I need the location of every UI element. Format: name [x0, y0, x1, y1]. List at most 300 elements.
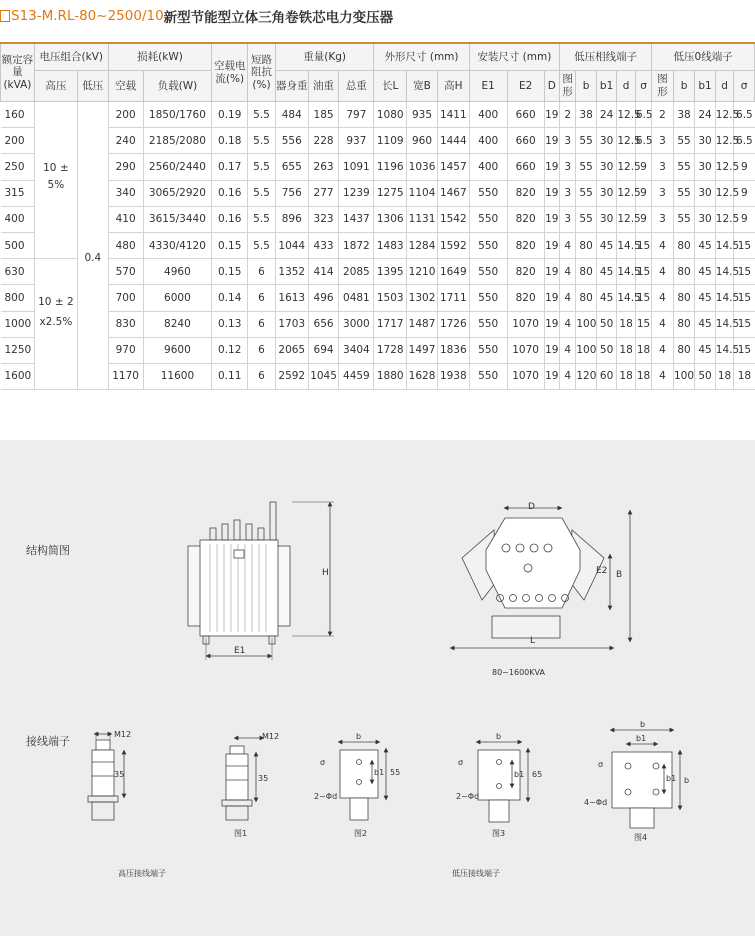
table-cell: 15: [734, 337, 755, 363]
table-cell: 433: [308, 232, 339, 258]
table-cell: 19: [544, 285, 559, 311]
header-load: 负载(W): [143, 71, 212, 102]
table-cell: 4960: [143, 259, 212, 285]
header-noload-current: 空载电流(%): [212, 43, 248, 102]
table-cell: 9: [734, 154, 755, 180]
fig3-hole-label: 2~Φd: [456, 792, 480, 801]
header-length: 长L: [374, 71, 407, 102]
table-cell: 0.13: [212, 311, 248, 337]
table-cell: 18: [715, 363, 733, 389]
header-impedance: 短路阻抗(%): [248, 43, 276, 102]
table-cell: 1467: [437, 180, 469, 206]
table-cell: 12.5: [617, 102, 635, 128]
table-cell: 6000: [143, 285, 212, 311]
table-cell: 550: [469, 337, 507, 363]
table-row: [1, 363, 755, 389]
table-cell: 30: [695, 180, 716, 206]
table-cell: 50: [695, 363, 716, 389]
table-cell: 4459: [339, 363, 374, 389]
table-cell: 24: [695, 102, 716, 128]
table-cell: 1000: [1, 311, 35, 337]
table-cell: 1104: [407, 180, 438, 206]
table-cell: 4: [559, 232, 575, 258]
table-cell: 550: [469, 363, 507, 389]
table-row: [1, 259, 755, 285]
table-cell: 9: [635, 180, 651, 206]
table-cell: 800: [1, 285, 35, 311]
table-cell: 14.5: [715, 285, 733, 311]
table-cell: 1444: [437, 128, 469, 154]
table-cell: 3: [559, 206, 575, 232]
table-cell: 200: [1, 128, 35, 154]
table-cell: 5.5: [248, 180, 276, 206]
header-lv-phase: 低压相线端子: [559, 43, 651, 71]
table-cell: 24: [596, 102, 617, 128]
fig4-b1-top-label: b1: [636, 734, 647, 743]
lv-terminal-caption: 低压接线端子: [452, 869, 500, 878]
header-lv-zero: 低压0线端子: [652, 43, 755, 71]
table-cell: 0.16: [212, 206, 248, 232]
table-cell: 4: [652, 311, 674, 337]
table-cell: 1542: [437, 206, 469, 232]
table-cell: 19: [544, 206, 559, 232]
dim-l-label: L: [530, 636, 536, 646]
dim-e1-label: E1: [234, 646, 246, 656]
table-cell: 18: [617, 363, 635, 389]
dim-e2-label: E2: [596, 566, 608, 576]
fig2-b-label: b: [356, 732, 362, 741]
table-cell: 797: [339, 102, 374, 128]
table-cell: 5.5: [248, 206, 276, 232]
table-cell: 1703: [275, 311, 308, 337]
table-cell: 960: [407, 128, 438, 154]
lv-cell: 0.4: [77, 102, 108, 390]
table-cell: 655: [275, 154, 308, 180]
table-cell: 45: [695, 259, 716, 285]
table-cell: 18: [617, 311, 635, 337]
table-cell: 1044: [275, 232, 308, 258]
table-cell: 830: [108, 311, 143, 337]
table-cell: 550: [469, 311, 507, 337]
table-cell: 1457: [437, 154, 469, 180]
table-cell: 5.5: [248, 154, 276, 180]
table-cell: 12.5: [715, 154, 733, 180]
table-cell: 100: [673, 363, 695, 389]
table-cell: 14.5: [715, 337, 733, 363]
header-sigma-zero: σ: [734, 71, 755, 102]
header-fig: 图形: [559, 71, 575, 102]
table-cell: 14.5: [617, 232, 635, 258]
header-sigma: σ: [635, 71, 651, 102]
fig4-b-label: b: [640, 720, 646, 729]
table-cell: 2185/2080: [143, 128, 212, 154]
table-cell: 1880: [374, 363, 407, 389]
fig3-b1-label: b1: [514, 770, 525, 779]
table-cell: 12.5: [617, 206, 635, 232]
table-cell: 9: [734, 206, 755, 232]
table-row: [1, 180, 755, 206]
table-cell: 9: [635, 154, 651, 180]
fig2-caption: 图2: [354, 829, 368, 838]
table-cell: 1726: [437, 311, 469, 337]
table-cell: 185: [308, 102, 339, 128]
header-outline: 外形尺寸 (mm): [374, 43, 469, 71]
table-cell: 1045: [308, 363, 339, 389]
spec-table-body: [1, 102, 755, 390]
table-cell: 1352: [275, 259, 308, 285]
table-cell: 1649: [437, 259, 469, 285]
table-cell: 14.5: [715, 232, 733, 258]
table-cell: 820: [507, 285, 544, 311]
table-cell: 120: [576, 363, 597, 389]
table-cell: 55: [576, 206, 597, 232]
table-cell: 400: [1, 206, 35, 232]
header-b1-zero: b1: [695, 71, 716, 102]
table-cell: 4: [652, 363, 674, 389]
table-cell: 1210: [407, 259, 438, 285]
table-cell: 630: [1, 259, 35, 285]
table-cell: 0.15: [212, 232, 248, 258]
table-cell: 80: [673, 259, 695, 285]
table-cell: 55: [576, 154, 597, 180]
table-cell: 6: [248, 363, 276, 389]
table-cell: 400: [469, 154, 507, 180]
table-cell: 1302: [407, 285, 438, 311]
terminal-label: 接线端子: [26, 735, 70, 748]
table-cell: 15: [635, 259, 651, 285]
table-cell: 4: [652, 337, 674, 363]
table-row: [1, 102, 755, 128]
table-cell: 1170: [108, 363, 143, 389]
table-cell: 0.17: [212, 154, 248, 180]
table-cell: 400: [469, 128, 507, 154]
table-cell: 2085: [339, 259, 374, 285]
table-row: [1, 311, 755, 337]
table-cell: 3: [652, 128, 674, 154]
table-cell: 19: [544, 232, 559, 258]
fig4-sigma-label: σ: [598, 760, 604, 769]
table-cell: 19: [544, 259, 559, 285]
table-cell: 12.5: [617, 128, 635, 154]
table-cell: 1872: [339, 232, 374, 258]
table-cell: 1938: [437, 363, 469, 389]
table-cell: 4330/4120: [143, 232, 212, 258]
table-row: [1, 154, 755, 180]
table-row: [1, 285, 755, 311]
fig2-sigma-label: σ: [320, 758, 326, 767]
table-cell: 820: [507, 259, 544, 285]
table-cell: 8240: [143, 311, 212, 337]
table-cell: 660: [507, 128, 544, 154]
table-row: [1, 206, 755, 232]
table-cell: 9: [635, 206, 651, 232]
table-cell: 100: [576, 337, 597, 363]
table-cell: 1628: [407, 363, 438, 389]
dim-35-b: 35: [258, 774, 269, 783]
table-cell: 1483: [374, 232, 407, 258]
header-body-weight: 器身重: [275, 71, 308, 102]
header-hv: 高压: [34, 71, 77, 102]
table-cell: 55: [673, 206, 695, 232]
front-view-drawing: [188, 502, 334, 660]
table-cell: 19: [544, 363, 559, 389]
fig4-hole-label: 4~Φd: [584, 798, 608, 807]
table-cell: 15: [635, 285, 651, 311]
table-cell: 4: [652, 232, 674, 258]
header-loss: 损耗(kW): [108, 43, 212, 71]
table-cell: 3615/3440: [143, 206, 212, 232]
table-cell: 6: [248, 285, 276, 311]
table-cell: 0.18: [212, 128, 248, 154]
table-cell: 1836: [437, 337, 469, 363]
table-cell: 1275: [374, 180, 407, 206]
table-cell: 290: [108, 154, 143, 180]
table-cell: 896: [275, 206, 308, 232]
table-cell: 80: [576, 259, 597, 285]
fig3-sigma-label: σ: [458, 758, 464, 767]
table-cell: 277: [308, 180, 339, 206]
title-marker: [0, 10, 10, 22]
table-cell: 935: [407, 102, 438, 128]
table-cell: 4: [559, 259, 575, 285]
table-cell: 550: [469, 259, 507, 285]
table-cell: 1395: [374, 259, 407, 285]
table-cell: 263: [308, 154, 339, 180]
table-cell: 5.5: [248, 102, 276, 128]
table-cell: 0.11: [212, 363, 248, 389]
fig4-caption: 图4: [634, 833, 648, 842]
table-cell: 340: [108, 180, 143, 206]
table-cell: 410: [108, 206, 143, 232]
table-cell: 18: [734, 363, 755, 389]
table-cell: 3: [652, 206, 674, 232]
header-b: b: [576, 71, 597, 102]
table-cell: 1284: [407, 232, 438, 258]
table-cell: 0.19: [212, 102, 248, 128]
table-cell: 1592: [437, 232, 469, 258]
table-cell: 12.5: [715, 206, 733, 232]
dim-35-a: 35: [114, 770, 125, 779]
terminal-fig2-drawing: [340, 742, 386, 820]
table-cell: 9600: [143, 337, 212, 363]
table-cell: 6.5: [734, 102, 755, 128]
table-cell: 45: [596, 259, 617, 285]
header-dd-zero: d: [715, 71, 733, 102]
table-cell: 240: [108, 128, 143, 154]
table-cell: 2065: [275, 337, 308, 363]
top-view-drawing: [452, 508, 630, 648]
table-cell: 19: [544, 337, 559, 363]
table-cell: 0481: [339, 285, 374, 311]
dim-d-label: D: [528, 502, 535, 512]
table-cell: 80: [673, 232, 695, 258]
table-cell: 550: [469, 285, 507, 311]
table-cell: 55: [673, 180, 695, 206]
table-cell: 1728: [374, 337, 407, 363]
table-cell: 6.5: [734, 128, 755, 154]
table-cell: 1411: [437, 102, 469, 128]
header-lv: 低压: [77, 71, 108, 102]
header-height: 高H: [437, 71, 469, 102]
fig2-55-label: 55: [390, 768, 401, 777]
table-cell: 55: [673, 128, 695, 154]
table-cell: 414: [308, 259, 339, 285]
title-model: S13-M.RL-80~2500/10: [11, 8, 164, 24]
fig3-b-label: b: [496, 732, 502, 741]
table-cell: 80: [576, 232, 597, 258]
dim-b-label: B: [616, 570, 623, 580]
table-cell: 14.5: [715, 259, 733, 285]
table-cell: 80: [673, 311, 695, 337]
table-cell: 55: [576, 128, 597, 154]
table-cell: 14.5: [715, 311, 733, 337]
dim-h-label: H: [322, 568, 329, 578]
table-cell: 12.5: [617, 180, 635, 206]
table-cell: 496: [308, 285, 339, 311]
header-d: D: [544, 71, 559, 102]
table-cell: 4: [559, 337, 575, 363]
table-cell: 1091: [339, 154, 374, 180]
table-cell: 1497: [407, 337, 438, 363]
table-cell: 656: [308, 311, 339, 337]
table-cell: 9: [734, 180, 755, 206]
spec-table: [0, 42, 755, 390]
table-cell: 1306: [374, 206, 407, 232]
table-cell: 3: [559, 154, 575, 180]
table-cell: 1613: [275, 285, 308, 311]
table-cell: 6.5: [635, 102, 651, 128]
table-cell: 820: [507, 180, 544, 206]
table-cell: 18: [635, 337, 651, 363]
table-cell: 550: [469, 232, 507, 258]
terminal-fig3-drawing: [478, 742, 528, 822]
table-row: [1, 128, 755, 154]
top-view-caption: 80~1600KVA: [492, 668, 545, 677]
table-cell: 15: [734, 259, 755, 285]
table-cell: 80: [673, 285, 695, 311]
table-cell: 700: [108, 285, 143, 311]
table-cell: 45: [596, 232, 617, 258]
table-cell: 756: [275, 180, 308, 206]
terminal-hv-b-drawing: [222, 738, 262, 820]
table-cell: 1239: [339, 180, 374, 206]
table-cell: 1196: [374, 154, 407, 180]
table-cell: 1070: [507, 337, 544, 363]
table-cell: 12.5: [715, 128, 733, 154]
table-cell: 1070: [507, 363, 544, 389]
table-cell: 80: [576, 285, 597, 311]
table-cell: 3065/2920: [143, 180, 212, 206]
header-oil-weight: 油重: [308, 71, 339, 102]
header-capacity: 额定容量(kVA): [1, 43, 35, 102]
table-cell: 2592: [275, 363, 308, 389]
table-cell: 45: [596, 285, 617, 311]
table-cell: 15: [734, 311, 755, 337]
table-cell: 484: [275, 102, 308, 128]
table-cell: 38: [673, 102, 695, 128]
header-width: 宽B: [407, 71, 438, 102]
table-cell: 3: [652, 154, 674, 180]
table-cell: 19: [544, 102, 559, 128]
m12-label-b: M12: [262, 732, 280, 741]
table-cell: 45: [695, 337, 716, 363]
header-weight: 重量(Kg): [275, 43, 373, 71]
page-title: [0, 6, 393, 26]
table-cell: 50: [596, 337, 617, 363]
table-cell: 4: [652, 259, 674, 285]
table-cell: 4: [652, 285, 674, 311]
table-cell: 500: [1, 232, 35, 258]
table-cell: 15: [635, 232, 651, 258]
header-e2: E2: [507, 71, 544, 102]
table-cell: 60: [596, 363, 617, 389]
table-cell: 970: [108, 337, 143, 363]
table-cell: 4: [559, 311, 575, 337]
table-cell: 2: [559, 102, 575, 128]
m12-label-a: M12: [114, 730, 132, 739]
table-cell: 19: [544, 180, 559, 206]
hv-terminal-caption: 高压接线端子: [118, 869, 166, 878]
header-b1: b1: [596, 71, 617, 102]
table-cell: 480: [108, 232, 143, 258]
table-cell: 0.15: [212, 259, 248, 285]
header-dd: d: [617, 71, 635, 102]
table-cell: 18: [617, 337, 635, 363]
table-cell: 250: [1, 154, 35, 180]
table-cell: 1070: [507, 311, 544, 337]
hv-cell-upper: 10 ± 5%: [34, 102, 77, 259]
table-cell: 1600: [1, 363, 35, 389]
table-row: [1, 232, 755, 258]
table-cell: 45: [695, 232, 716, 258]
table-cell: 80: [673, 337, 695, 363]
drawing-panel: [0, 440, 755, 936]
table-cell: 30: [596, 180, 617, 206]
table-cell: 12.5: [617, 154, 635, 180]
table-cell: 550: [469, 206, 507, 232]
table-cell: 3000: [339, 311, 374, 337]
fig3-caption: 图3: [492, 829, 506, 838]
header-e1: E1: [469, 71, 507, 102]
table-cell: 0.14: [212, 285, 248, 311]
table-cell: 15: [635, 311, 651, 337]
fig4-dim-b-label: b: [684, 776, 690, 785]
table-cell: 1250: [1, 337, 35, 363]
table-cell: 55: [576, 180, 597, 206]
table-cell: 30: [596, 206, 617, 232]
table-cell: 323: [308, 206, 339, 232]
table-cell: 38: [576, 102, 597, 128]
drawing-svg: [0, 440, 755, 936]
header-fig-zero: 图形: [652, 71, 674, 102]
table-cell: 660: [507, 154, 544, 180]
table-cell: 30: [695, 128, 716, 154]
table-cell: 3: [559, 180, 575, 206]
table-cell: 2: [652, 102, 674, 128]
table-cell: 400: [469, 102, 507, 128]
table-cell: 1109: [374, 128, 407, 154]
table-cell: 6: [248, 311, 276, 337]
table-cell: 4: [559, 285, 575, 311]
table-cell: 5.5: [248, 128, 276, 154]
table-cell: 3: [559, 128, 575, 154]
header-noload: 空载: [108, 71, 143, 102]
table-cell: 15: [734, 232, 755, 258]
table-cell: 1080: [374, 102, 407, 128]
hv-cell-lower: 10 ± 2 x2.5%: [34, 259, 77, 390]
table-cell: 1711: [437, 285, 469, 311]
table-cell: 937: [339, 128, 374, 154]
